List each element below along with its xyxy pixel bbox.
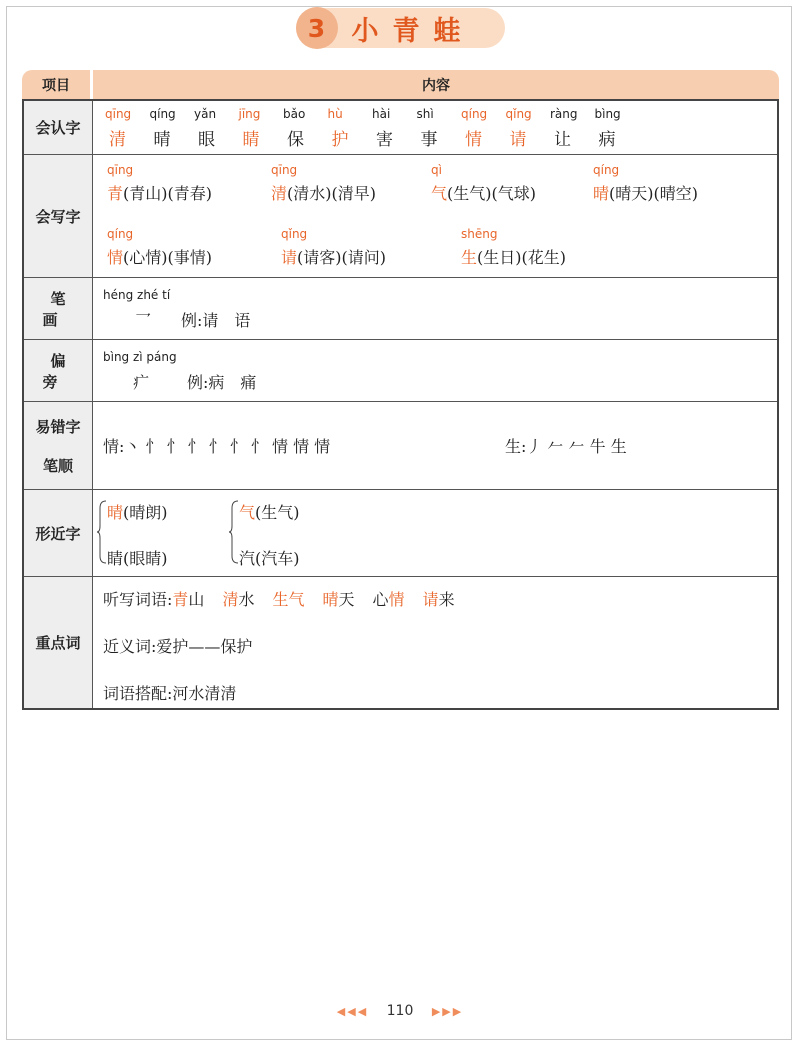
write-words-5: (请客)(请问): [297, 248, 386, 267]
char-6: 害: [376, 130, 393, 150]
write-char-1: 清: [271, 184, 288, 203]
pinyin-11: bìng: [594, 107, 621, 121]
sheng-stroke-order: 生:丿 𠂉 𠂉 牛 生: [505, 437, 627, 456]
label-pianpang: 偏旁: [42, 351, 82, 391]
write-words-4: (心情)(事情): [123, 248, 212, 267]
label-bishun: 笔顺: [42, 456, 73, 475]
dictation-pre-4: 心: [372, 590, 389, 609]
label-huixie: 会写字: [23, 155, 93, 278]
write-char-4: 情: [107, 248, 124, 267]
write-pinyin-5: qǐng: [281, 227, 308, 241]
xingjin-a1: 晴: [107, 503, 124, 522]
row-xingjin: [23, 490, 778, 577]
char-8: 情: [465, 130, 482, 150]
pinyin-10: ràng: [550, 107, 578, 121]
pinyin-0: qīng: [105, 107, 132, 121]
label-huiren: 会认字: [23, 100, 93, 155]
pinyin-5: hù: [327, 107, 343, 121]
write-group-3: [593, 181, 698, 204]
dictation-word-1: [222, 590, 254, 609]
label-xingjin: 形近字: [23, 490, 93, 577]
row-huiren: [23, 100, 778, 155]
row-pianpang: [23, 340, 778, 402]
write-group-2: [431, 181, 536, 204]
zhongdian-content: [93, 577, 777, 708]
char-2: 眼: [198, 130, 215, 150]
write-pinyin-1: qīng: [271, 163, 298, 177]
write-pinyin-2: qì: [431, 163, 442, 177]
dictation-word-0: [172, 590, 204, 609]
label-zhongdian: 重点词: [23, 577, 93, 710]
dictation-rest-0: 山: [188, 590, 205, 609]
xingjin-a1-words: (晴朗): [123, 503, 168, 522]
char-7: 事: [420, 130, 438, 150]
pinyin-4: bǎo: [283, 107, 306, 121]
char-5: 护: [331, 130, 349, 150]
xingjin-b1: 气: [239, 503, 256, 522]
dictation-word-3: [322, 590, 354, 609]
char-4: 保: [287, 130, 304, 150]
char-0: 清: [109, 130, 126, 150]
yicuo-content: [93, 402, 777, 489]
dictation-hl-5: 请: [422, 590, 439, 609]
huixie-content: [93, 155, 777, 277]
next-arrows-icon: ▶▶▶: [431, 1005, 464, 1018]
title-pill: [296, 8, 505, 48]
pianpang-example: 例:病 痛: [187, 373, 257, 392]
write-group-4: [107, 245, 212, 268]
dictation-prefix: 听写词语:: [103, 590, 173, 609]
brace-left-2: [229, 500, 239, 564]
pianpang-content: [93, 340, 777, 401]
huiren-content: [93, 101, 777, 154]
write-char-2: 气: [431, 184, 448, 203]
write-words-6: (生日)(花生): [477, 248, 566, 267]
write-group-6: [461, 245, 566, 268]
bihua-pinyin: héng zhé tí: [103, 288, 171, 302]
char-11: 病: [598, 130, 616, 150]
dictation-rest-5: 来: [438, 590, 455, 609]
write-group-5: [281, 245, 386, 268]
xingjin-b2: 汽(汽车): [239, 549, 300, 568]
brace-left-1: [97, 500, 107, 564]
write-pinyin-6: shēng: [461, 227, 498, 241]
pinyin-8: qíng: [461, 107, 488, 121]
dictation-hl-4: 情: [388, 590, 405, 609]
bihua-example: 例:请 语: [181, 311, 251, 330]
write-pinyin-4: qíng: [107, 227, 134, 241]
bihua-content: [93, 278, 777, 339]
dictation-rest-1: 水: [238, 590, 255, 609]
page-footer: [0, 1003, 800, 1019]
write-group-0: [107, 181, 212, 204]
xingjin-b1-words: (生气): [255, 503, 300, 522]
write-char-5: 请: [281, 248, 298, 267]
char-3: 睛: [242, 130, 260, 150]
row-huixie: [23, 155, 778, 278]
pinyin-9: qǐng: [505, 107, 532, 121]
write-char-0: 青: [107, 184, 124, 203]
table-header: [22, 70, 779, 99]
write-words-0: (青山)(青春): [123, 184, 212, 203]
row-yicuo: [23, 402, 778, 490]
row-zhongdian: [23, 577, 778, 710]
char-1: 晴: [153, 130, 171, 150]
write-words-2: (生气)(气球): [447, 184, 536, 203]
pinyin-7: shì: [416, 107, 434, 121]
lesson-title: 小青蛙: [351, 15, 475, 47]
title-bar: [0, 6, 800, 50]
dictation-word-4: [373, 590, 405, 609]
write-char-3: 晴: [593, 184, 610, 203]
dictation-hl-2: 生气: [272, 590, 305, 609]
lesson-number: 3: [296, 7, 338, 49]
label-bihua: 笔画: [42, 289, 82, 329]
header-col-content: 内容: [93, 70, 779, 99]
write-group-1: [271, 181, 376, 204]
dictation-word-2: [272, 590, 304, 609]
pinyin-6: hài: [372, 107, 391, 121]
dictation-hl-3: 晴: [322, 590, 339, 609]
xingjin-content: [93, 490, 777, 576]
char-9: 请: [509, 130, 527, 150]
bihua-stroke: 乛: [135, 311, 152, 330]
synonym-line: 近义词:爱护——保护: [103, 637, 253, 656]
row-bihua: [23, 278, 778, 340]
page-number: 110: [386, 1003, 414, 1019]
prev-arrows-icon: ◀◀◀: [336, 1005, 369, 1018]
dictation-words: [172, 590, 472, 609]
pinyin-2: yǎn: [194, 107, 217, 121]
dictation-rest-3: 天: [338, 590, 355, 609]
char-10: 让: [554, 130, 571, 150]
write-pinyin-3: qíng: [593, 163, 620, 177]
pianpang-radical: 疒: [133, 373, 150, 392]
qing-stroke-order: 情:丶 忄 忄 忄 忄 忄 忄 情 情 情: [103, 437, 331, 456]
pinyin-3: jīng: [238, 107, 261, 121]
write-words-1: (清水)(清早): [287, 184, 376, 203]
collocation-line: 词语搭配:河水清清: [103, 684, 237, 703]
dictation-hl-1: 清: [222, 590, 239, 609]
header-col-item: 项目: [22, 70, 90, 99]
label-yicuo: 易错字: [35, 417, 81, 436]
write-pinyin-0: qīng: [107, 163, 134, 177]
dictation-word-5: [423, 590, 455, 609]
dictation-hl-0: 青: [172, 590, 189, 609]
study-table: [22, 99, 779, 710]
xingjin-a2: 睛(眼睛): [107, 549, 168, 568]
write-words-3: (晴天)(晴空): [609, 184, 698, 203]
write-char-6: 生: [461, 248, 478, 267]
pinyin-1: qíng: [149, 107, 176, 121]
pianpang-pinyin: bìng zì páng: [103, 350, 177, 364]
